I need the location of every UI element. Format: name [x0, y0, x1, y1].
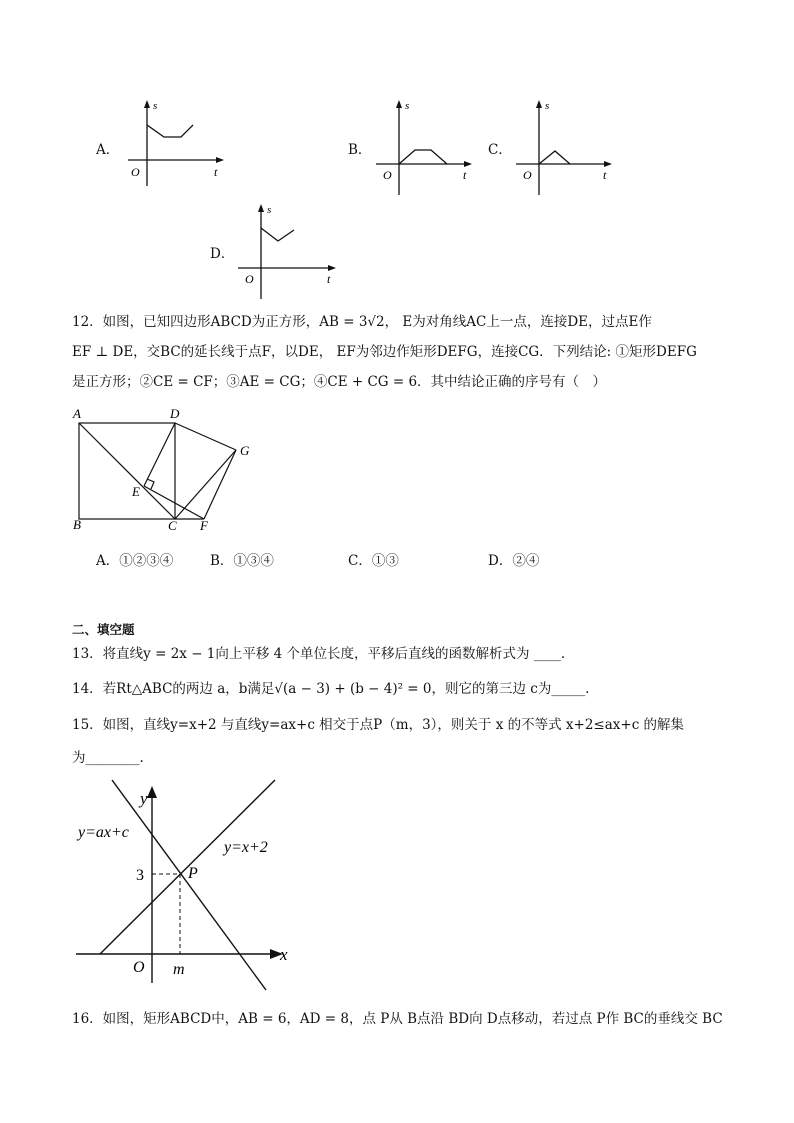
section-title: 二、填空题: [72, 622, 135, 637]
q12-choice-b: B．①③④: [210, 553, 274, 569]
q12-line-3: 是正方形；②CE = CF；③AE = CG；④CE + CG = 6．其中结论正确的序号有（ ）: [72, 374, 607, 390]
q11-option-c-graph: [510, 96, 620, 196]
q12-label-f: F: [200, 518, 208, 533]
q12-figure: [70, 403, 270, 538]
q15-origin-label: O: [133, 959, 145, 976]
q15-line-2: 为________.: [72, 750, 144, 766]
q12-choice-a: A．①②③④: [96, 553, 174, 569]
q12-choice-d: D．②④: [488, 553, 540, 569]
q11-option-a-graph: [118, 96, 228, 186]
q11-a-s-label: s: [153, 100, 158, 112]
q11-b-s-label: s: [405, 100, 410, 112]
q12-label-d: D: [170, 406, 180, 421]
q12-label-a: A: [73, 406, 81, 421]
q15-y-tick-label: 3: [136, 867, 144, 884]
q13-text: 13．将直线y = 2x − 1向上平移 4 个单位长度，平移后直线的函数解析式为 ____.: [72, 646, 566, 662]
q15-x-tick-label: m: [173, 961, 185, 978]
q11-d-t-label: t: [327, 272, 331, 286]
q12-label-c: C: [168, 518, 177, 533]
q11-option-b-letter: B．: [348, 142, 372, 158]
q15-line1-label: y=ax+c: [78, 824, 129, 841]
q11-option-c-letter: C．: [488, 142, 512, 158]
q11-b-o-label: O: [383, 168, 392, 182]
q12-label-b: B: [73, 517, 81, 532]
q11-c-t-label: t: [603, 168, 607, 182]
q11-a-t-label: t: [214, 165, 218, 179]
q15-line2-label: y=x+2: [224, 839, 268, 856]
q12-label-g: G: [240, 443, 250, 458]
q11-option-b-graph: [370, 96, 480, 196]
q15-x-axis-label: x: [280, 945, 288, 964]
q14-text: 14．若Rt△ABC的两边 a，b满足√(a − 3) + (b − 4)² = 0，则它的第三边 c为_____.: [72, 681, 590, 697]
q11-option-a-letter: A．: [96, 142, 120, 158]
q12-line-1: 12．如图，已知四边形ABCD为正方形，AB = 3√2， E为对角线AC上一点，连接DE，过点E作: [72, 314, 652, 330]
q11-option-d-graph: [232, 200, 344, 300]
q12-line-2: EF ⊥ DE，交BC的延长线于点F，以DE， EF为邻边作矩形DEFG，连接CG．下列结论: ①矩形DEFG: [72, 344, 697, 360]
q12-choice-c: C．①③: [348, 553, 399, 569]
q15-y-axis-label: y: [140, 789, 148, 808]
q11-d-s-label: s: [267, 204, 272, 216]
q15-line-1: 15．如图，直线y=x+2 与直线y=ax+c 相交于点P（m，3），则关于 x 的不等式 x+2≤ax+c 的解集: [72, 717, 685, 733]
q15-figure: [70, 778, 300, 993]
q15-point-label: P: [188, 865, 198, 882]
q16-text: 16．如图，矩形ABCD中，AB = 6，AD = 8，点 P从 B点沿 BD向 D点移动，若过点 P作 BC的垂线交 BC: [72, 1011, 723, 1027]
q11-option-d-letter: D．: [210, 246, 235, 262]
q11-b-t-label: t: [463, 168, 467, 182]
q11-a-o-label: O: [131, 165, 140, 179]
q11-d-o-label: O: [245, 272, 254, 286]
q11-c-s-label: s: [545, 100, 550, 112]
q12-label-e: E: [132, 484, 140, 499]
q11-c-o-label: O: [523, 168, 532, 182]
